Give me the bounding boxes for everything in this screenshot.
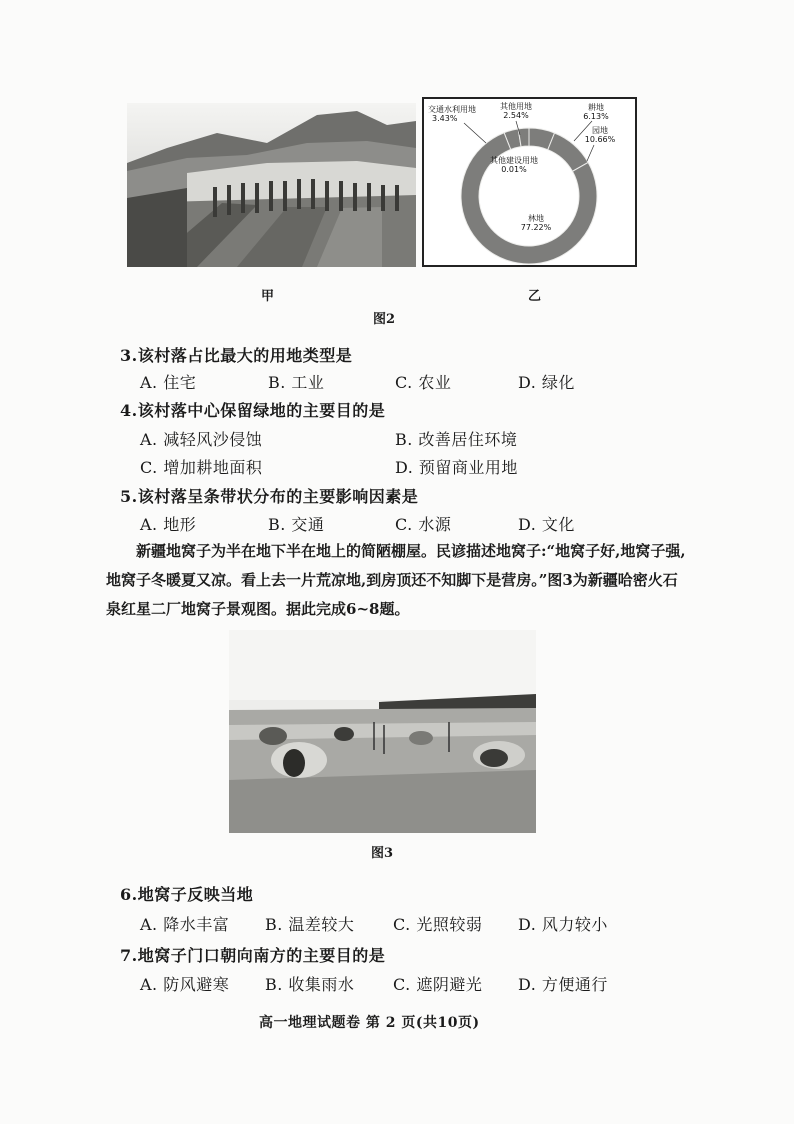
donut-label-farmland: 耕地 [588,103,604,112]
question-6-option-c[interactable]: C. 光照较弱 [393,915,483,934]
donut-label-transport-water: 交通水利用地 [428,105,476,114]
question-7-option-a[interactable]: A. 防风避寒 [140,975,230,994]
dwelling-photo [229,630,536,833]
question-4-option-c[interactable]: C. 增加耕地面积 [140,458,263,477]
question-5-option-c[interactable]: C. 水源 [395,515,452,534]
question-7-option-b[interactable]: B. 收集雨水 [265,975,355,994]
question-5-stem: 5.该村落呈条带状分布的主要影响因素是 [120,487,419,506]
question-3-option-c[interactable]: C. 农业 [395,373,452,392]
question-3-option-d[interactable]: D. 绿化 [518,373,575,392]
donut-label-orchard: 园地 [592,126,608,135]
question-5-option-d[interactable]: D. 文化 [518,515,575,534]
figure3-caption: 图3 [371,846,394,861]
donut-value-forest: 77.22% [520,223,552,232]
donut-value-transport-water: 3.43% [432,114,458,123]
land-use-chart-frame [422,97,637,267]
village-photo-drawing [127,103,416,267]
figure2-caption: 图2 [373,312,396,327]
figure2-sub-a-label: 甲 [261,289,275,304]
donut-leader-line [587,145,594,161]
question-5-option-a[interactable]: A. 地形 [140,515,197,534]
question-7-option-c[interactable]: C. 遮阴避光 [393,975,483,994]
question-7-stem: 7.地窝子门口朝向南方的主要目的是 [120,946,386,965]
passage-text: 新疆地窝子为半在地下半在地上的简陋棚屋。民谚描述地窝子:“地窝子好,地窝子强,地窝子冬暖夏又凉。看上去一片荒凉地,到房顶还不知脚下是营房。”图3为新疆哈密火石泉红星二厂地窝子景观图。据此完成6~8题。 [106,542,686,618]
question-4-option-b[interactable]: B. 改善居住环境 [395,430,518,449]
donut-label-forest: 林地 [528,214,544,223]
question-6-stem: 6.地窝子反映当地 [120,885,254,904]
donut-label-other-construction: 其他建设用地 [490,156,538,165]
question-4-option-d[interactable]: D. 预留商业用地 [395,458,518,477]
donut-value-farmland: 6.13% [583,112,609,121]
question-6-option-a[interactable]: A. 降水丰富 [140,915,230,934]
question-3-option-a[interactable]: A. 住宅 [140,373,197,392]
question-3-option-b[interactable]: B. 工业 [268,373,325,392]
dwelling-photo-drawing [229,630,536,833]
figure2-sub-b-label: 乙 [528,289,542,304]
donut-value-other: 2.54% [503,111,529,120]
question-6-option-b[interactable]: B. 温差较大 [265,915,355,934]
village-photo [127,103,416,267]
donut-value-other-construction: 0.01% [501,165,527,174]
page-footer: 高一地理试题卷 第 2 页(共10页) [259,1015,480,1031]
question-5-option-b[interactable]: B. 交通 [268,515,325,534]
donut-label-other: 其他用地 [500,102,532,111]
question-4-stem: 4.该村落中心保留绿地的主要目的是 [120,401,386,420]
donut-leader-line [464,123,486,143]
question-6-option-d[interactable]: D. 风力较小 [518,915,608,934]
question-4-option-a[interactable]: A. 减轻风沙侵蚀 [140,430,263,449]
question-3-stem: 3.该村落占比最大的用地类型是 [120,346,353,365]
donut-value-orchard: 10.66% [584,135,616,144]
land-use-donut-chart [424,99,635,265]
question-7-option-d[interactable]: D. 方便通行 [518,975,608,994]
